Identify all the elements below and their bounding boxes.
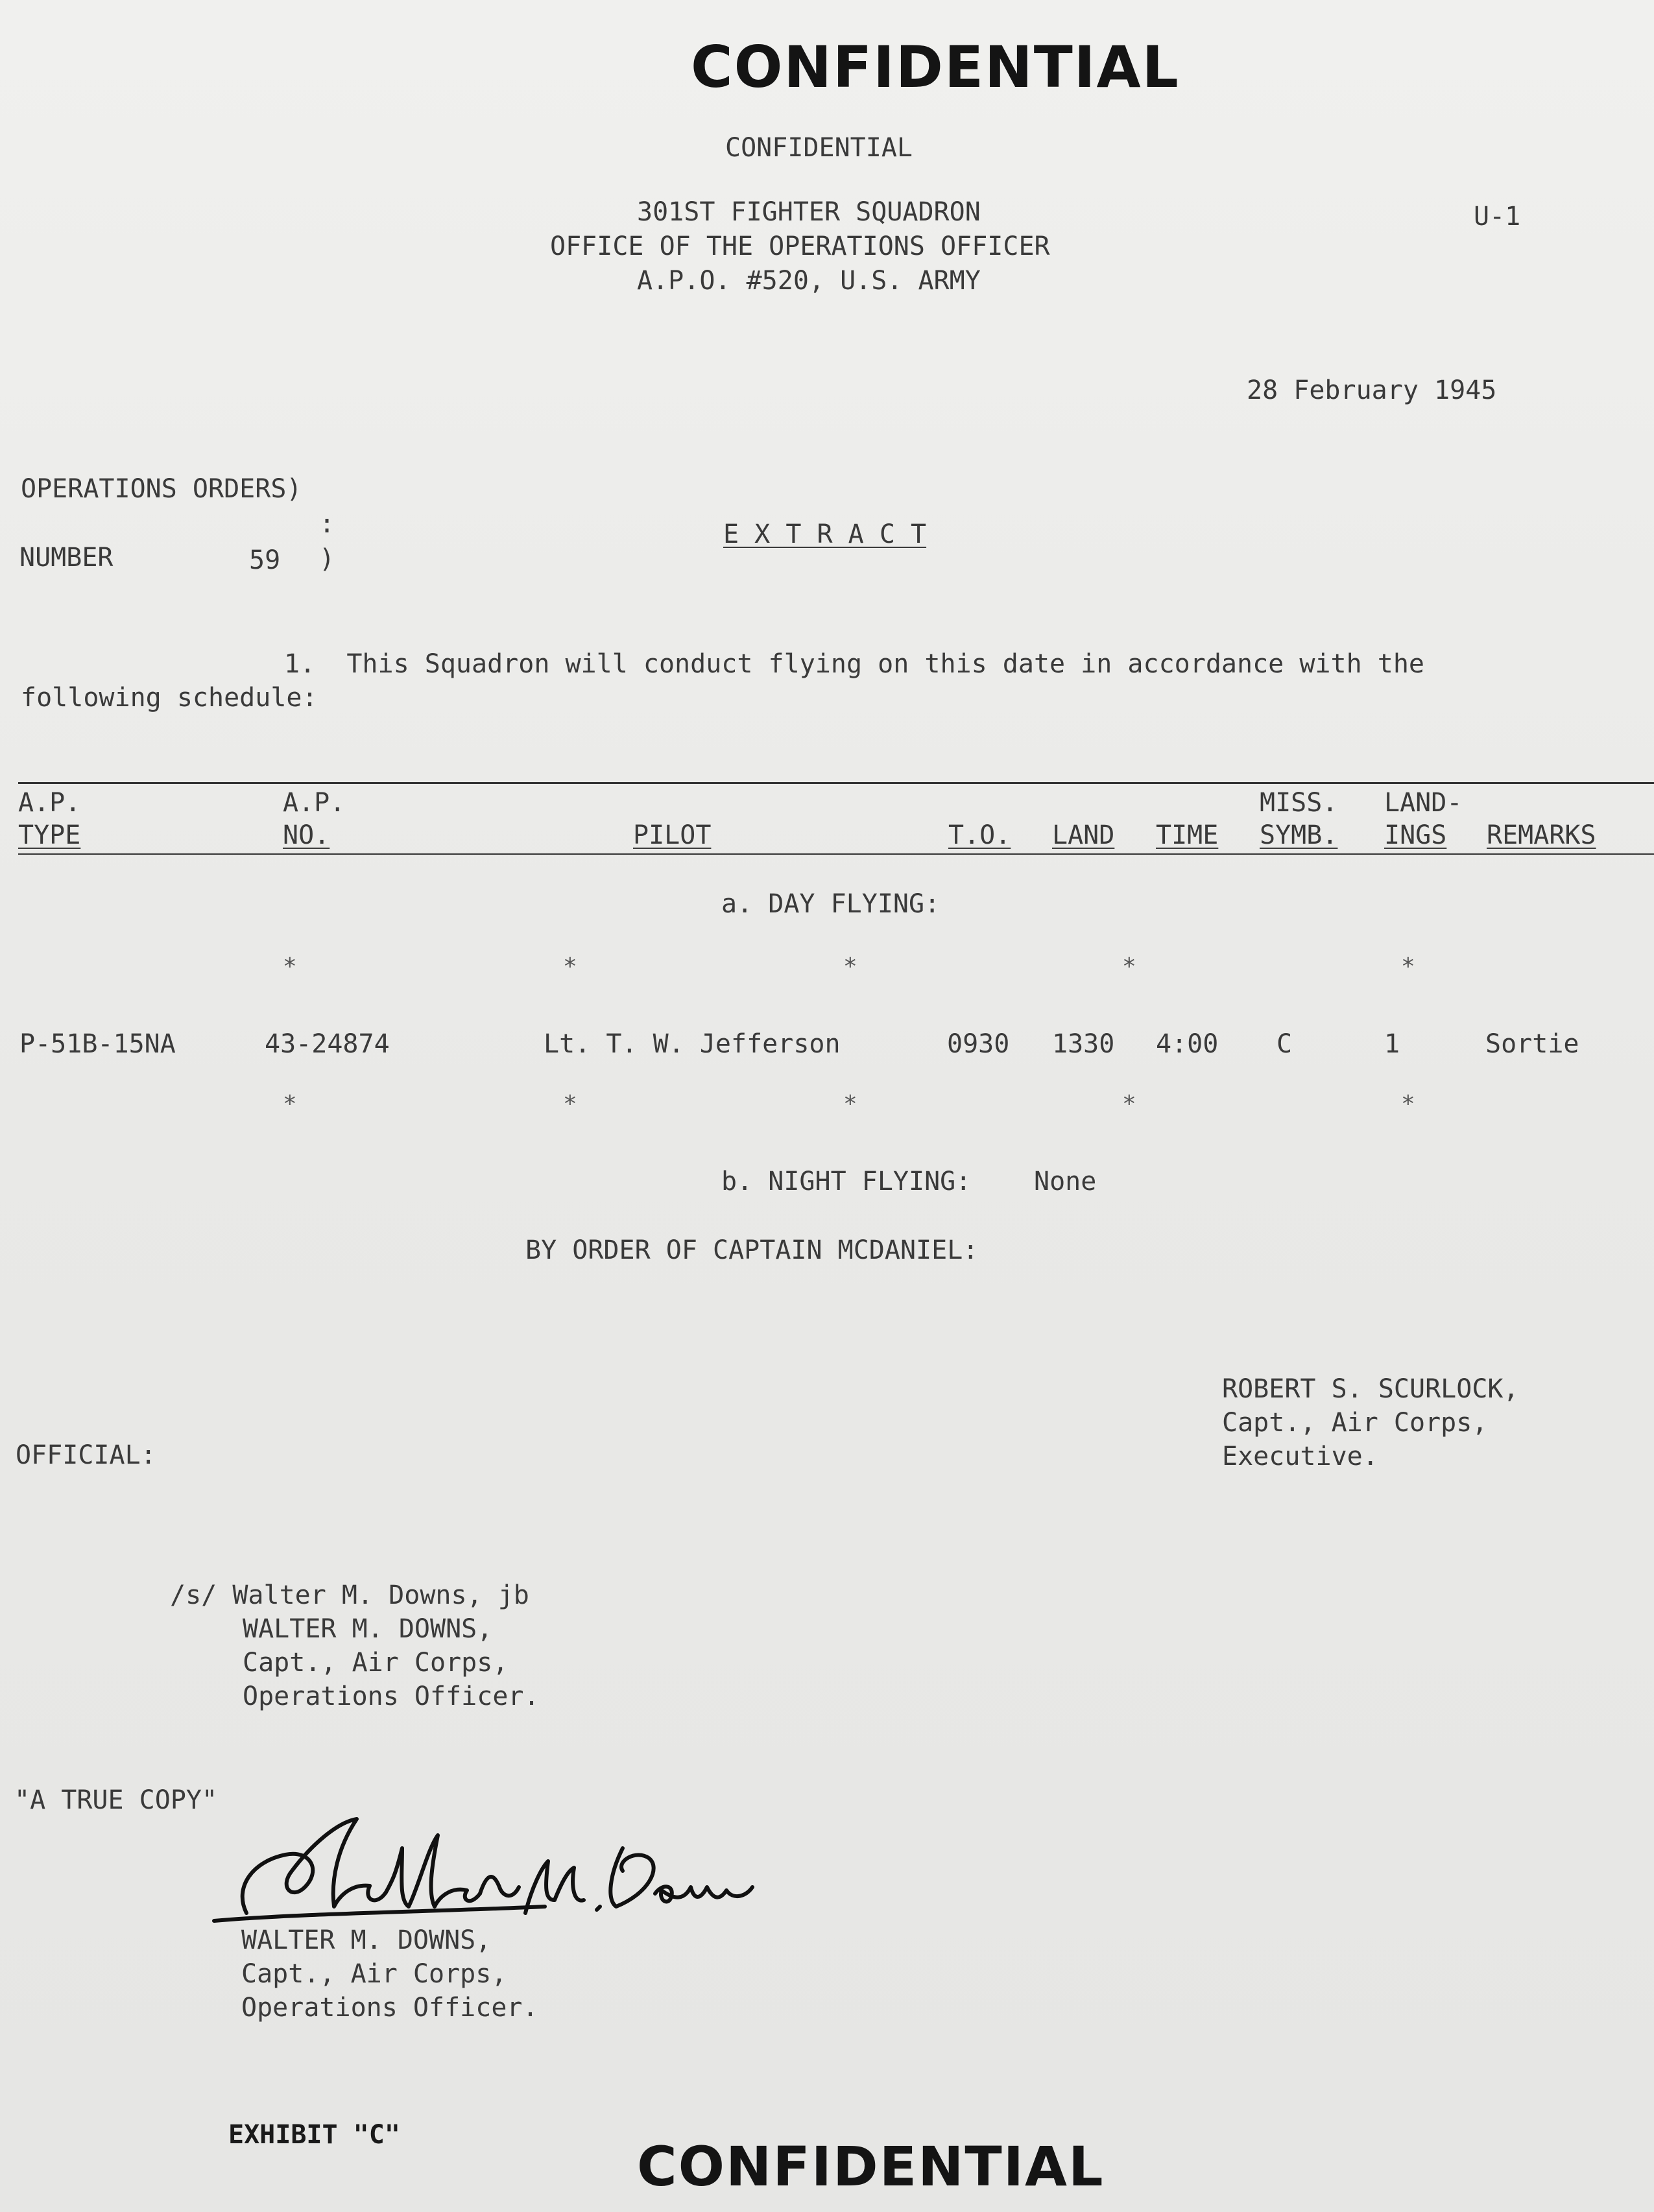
row-miss-symb: C [1276, 1029, 1293, 1059]
row-remarks: Sortie [1485, 1029, 1579, 1059]
row-land: 1330 [1052, 1029, 1115, 1059]
signer-2-name: WALTER M. DOWNS, [241, 1925, 492, 1955]
header-ap-no-2: NO. [283, 820, 330, 850]
header-ap-type-2: TYPE [18, 820, 81, 850]
document-code: U-1 [1474, 202, 1521, 232]
by-order-line: BY ORDER OF CAPTAIN MCDANIEL: [525, 1235, 979, 1265]
office-name: OFFICE OF THE OPERATIONS OFFICER [550, 232, 1050, 261]
number-value: 59 [249, 545, 281, 575]
signer-1-name: ROBERT S. SCURLOCK, [1222, 1374, 1519, 1404]
apo-address: A.P.O. #520, U.S. ARMY [637, 266, 981, 296]
number-paren: ) [319, 544, 335, 574]
separator-star: * [1122, 1091, 1136, 1117]
separator-star: * [283, 953, 297, 980]
true-copy-label: "A TRUE COPY" [14, 1785, 218, 1815]
signer-1-title: Executive. [1222, 1442, 1378, 1471]
official-rank: Capt., Air Corps, [243, 1648, 509, 1678]
row-pilot: Lt. T. W. Jefferson [544, 1029, 841, 1059]
header-landings-1: LAND- [1384, 788, 1463, 818]
confidential-stamp-bottom: CONFIDENTIAL [637, 2135, 1105, 2198]
header-time: TIME [1156, 820, 1219, 850]
row-landings: 1 [1384, 1029, 1400, 1059]
header-pilot: PILOT [633, 820, 712, 850]
classification-line: CONFIDENTIAL [725, 133, 913, 163]
header-remarks: REMARKS [1487, 820, 1596, 850]
header-ap-type-1: A.P. [18, 788, 81, 818]
extract-title: E X T R A C T [723, 519, 927, 549]
row-time: 4:00 [1156, 1029, 1219, 1059]
separator-star: * [563, 1091, 577, 1117]
official-label: OFFICIAL: [16, 1440, 156, 1470]
separator-star: * [843, 1091, 857, 1117]
orders-label: OPERATIONS ORDERS) [21, 474, 302, 504]
day-flying-label: a. DAY FLYING: [721, 889, 941, 919]
official-name: WALTER M. DOWNS, [243, 1614, 493, 1644]
header-landings-2: INGS [1384, 820, 1447, 850]
night-flying-label: b. NIGHT FLYING: [721, 1167, 972, 1196]
table-top-rule [18, 782, 1654, 784]
paragraph-1-line-2: following schedule: [21, 683, 318, 713]
paragraph-1-line-1: 1. This Squadron will conduct flying on this date in accordance with the [284, 649, 1424, 679]
row-takeoff: 0930 [947, 1029, 1010, 1059]
separator-star: * [1401, 1091, 1415, 1117]
header-land: LAND [1052, 820, 1115, 850]
separator-star: * [843, 953, 857, 980]
confidential-stamp-top: CONFIDENTIAL [691, 34, 1180, 101]
number-label: NUMBER [19, 543, 114, 573]
signer-2-title: Operations Officer. [241, 1993, 538, 2023]
document-date: 28 February 1945 [1247, 375, 1497, 405]
table-header-rule [18, 853, 1654, 855]
orders-colon: : [319, 509, 335, 539]
official-signed: /s/ Walter M. Downs, jb [170, 1580, 529, 1610]
separator-star: * [283, 1091, 297, 1117]
row-ap-type: P-51B-15NA [19, 1029, 176, 1059]
header-takeoff: T.O. [948, 820, 1011, 850]
header-miss-symb-1: MISS. [1260, 788, 1338, 818]
night-flying-value: None [1034, 1167, 1097, 1196]
separator-star: * [563, 953, 577, 980]
header-ap-no-1: A.P. [283, 788, 346, 818]
exhibit-label: EXHIBIT "C" [228, 2120, 400, 2150]
unit-name: 301ST FIGHTER SQUADRON [637, 197, 981, 227]
header-miss-symb-2: SYMB. [1260, 820, 1338, 850]
separator-star: * [1122, 953, 1136, 980]
signer-1-rank: Capt., Air Corps, [1222, 1408, 1488, 1438]
separator-star: * [1401, 953, 1415, 980]
signer-2-rank: Capt., Air Corps, [241, 1959, 507, 1989]
official-title: Operations Officer. [243, 1682, 540, 1711]
row-ap-no: 43-24874 [265, 1029, 390, 1059]
